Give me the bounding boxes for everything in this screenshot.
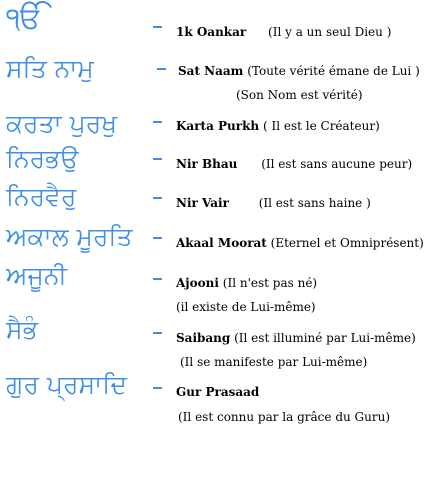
dash-8 [153, 332, 162, 334]
entry-9-line [176, 386, 259, 398]
entry-1-line [176, 26, 391, 38]
entry-1-meaning: (Il y a un seul Dieu ) [268, 25, 392, 39]
entry-7-meaning: (Il n'est pas né) [222, 276, 318, 290]
gurmukhi-ajooni: ਅਜੂਨੀ [6, 261, 67, 290]
dash-4 [153, 158, 162, 160]
entry-6-line [176, 237, 424, 249]
entry-7-extra: (il existe de Lui-même) [176, 300, 316, 314]
entry-5-meaning: (Il est sans haine ) [258, 196, 371, 210]
dash-2 [157, 68, 166, 70]
dash-3 [153, 121, 162, 123]
entry-5-line [176, 197, 371, 209]
entry-9-extra: (Il est connu par la grâce du Guru) [178, 410, 391, 424]
entry-8-line [176, 332, 416, 344]
entry-4-meaning: (Il est sans aucune peur) [261, 157, 413, 171]
dash-9 [153, 387, 162, 389]
entry-2-name: Sat Naam [178, 64, 244, 78]
entry-6-name: Akaal Moorat [176, 236, 267, 250]
gurmukhi-sat-naam: ਸਤਿ ਨਾਮੁ [6, 54, 94, 83]
entry-9-name: Gur Prasaad [176, 385, 260, 399]
entry-2-meaning: (Toute vérité émane de Lui ) [247, 64, 420, 78]
dash-5 [153, 197, 162, 199]
entry-3-name: Karta Purkh [176, 119, 260, 133]
entry-2-extra: (Son Nom est vérité) [236, 88, 363, 102]
dash-7 [153, 278, 162, 280]
entry-5-name: Nir Vair [176, 196, 229, 210]
gurmukhi-akaal-moorat: ਅਕਾਲ ਮੂਰਤਿ [6, 222, 133, 251]
entry-3-meaning: ( Il est le Créateur) [262, 119, 380, 133]
entry-2-line [178, 65, 420, 77]
entry-4-line [176, 158, 412, 170]
gurmukhi-gur-prasaad: ਗੁਰ ਪ੍ਰਸਾਦਿ [6, 370, 127, 399]
entry-7-name: Ajooni [176, 276, 219, 290]
gurmukhi-ik-onkar: ੴ [6, 1, 43, 36]
entry-3-line [176, 120, 380, 132]
entry-8-extra: (Il se manifeste par Lui-même) [180, 355, 368, 369]
gurmukhi-nirbhau: ਨਿਰਭਉ [6, 144, 79, 173]
dash-6 [153, 237, 162, 239]
entry-1-name: 1k Oankar [176, 25, 247, 39]
gurmukhi-saibang: ਸੈਭੰ [6, 315, 38, 344]
gurmukhi-karta-purkh: ਕਰਤਾ ਪੁਰਖੁ [6, 109, 118, 138]
entry-6-meaning: (Eternel et Omniprésent) [270, 236, 424, 250]
entry-8-name: Saibang [176, 331, 231, 345]
gurmukhi-nirvair: ਨਿਰਵੈਰੁ [6, 182, 77, 211]
entry-8-meaning: (Il est illuminé par Lui-même) [234, 331, 416, 345]
dash-1 [153, 26, 162, 28]
entry-7-line [176, 277, 317, 289]
entry-4-name: Nir Bhau [176, 157, 238, 171]
